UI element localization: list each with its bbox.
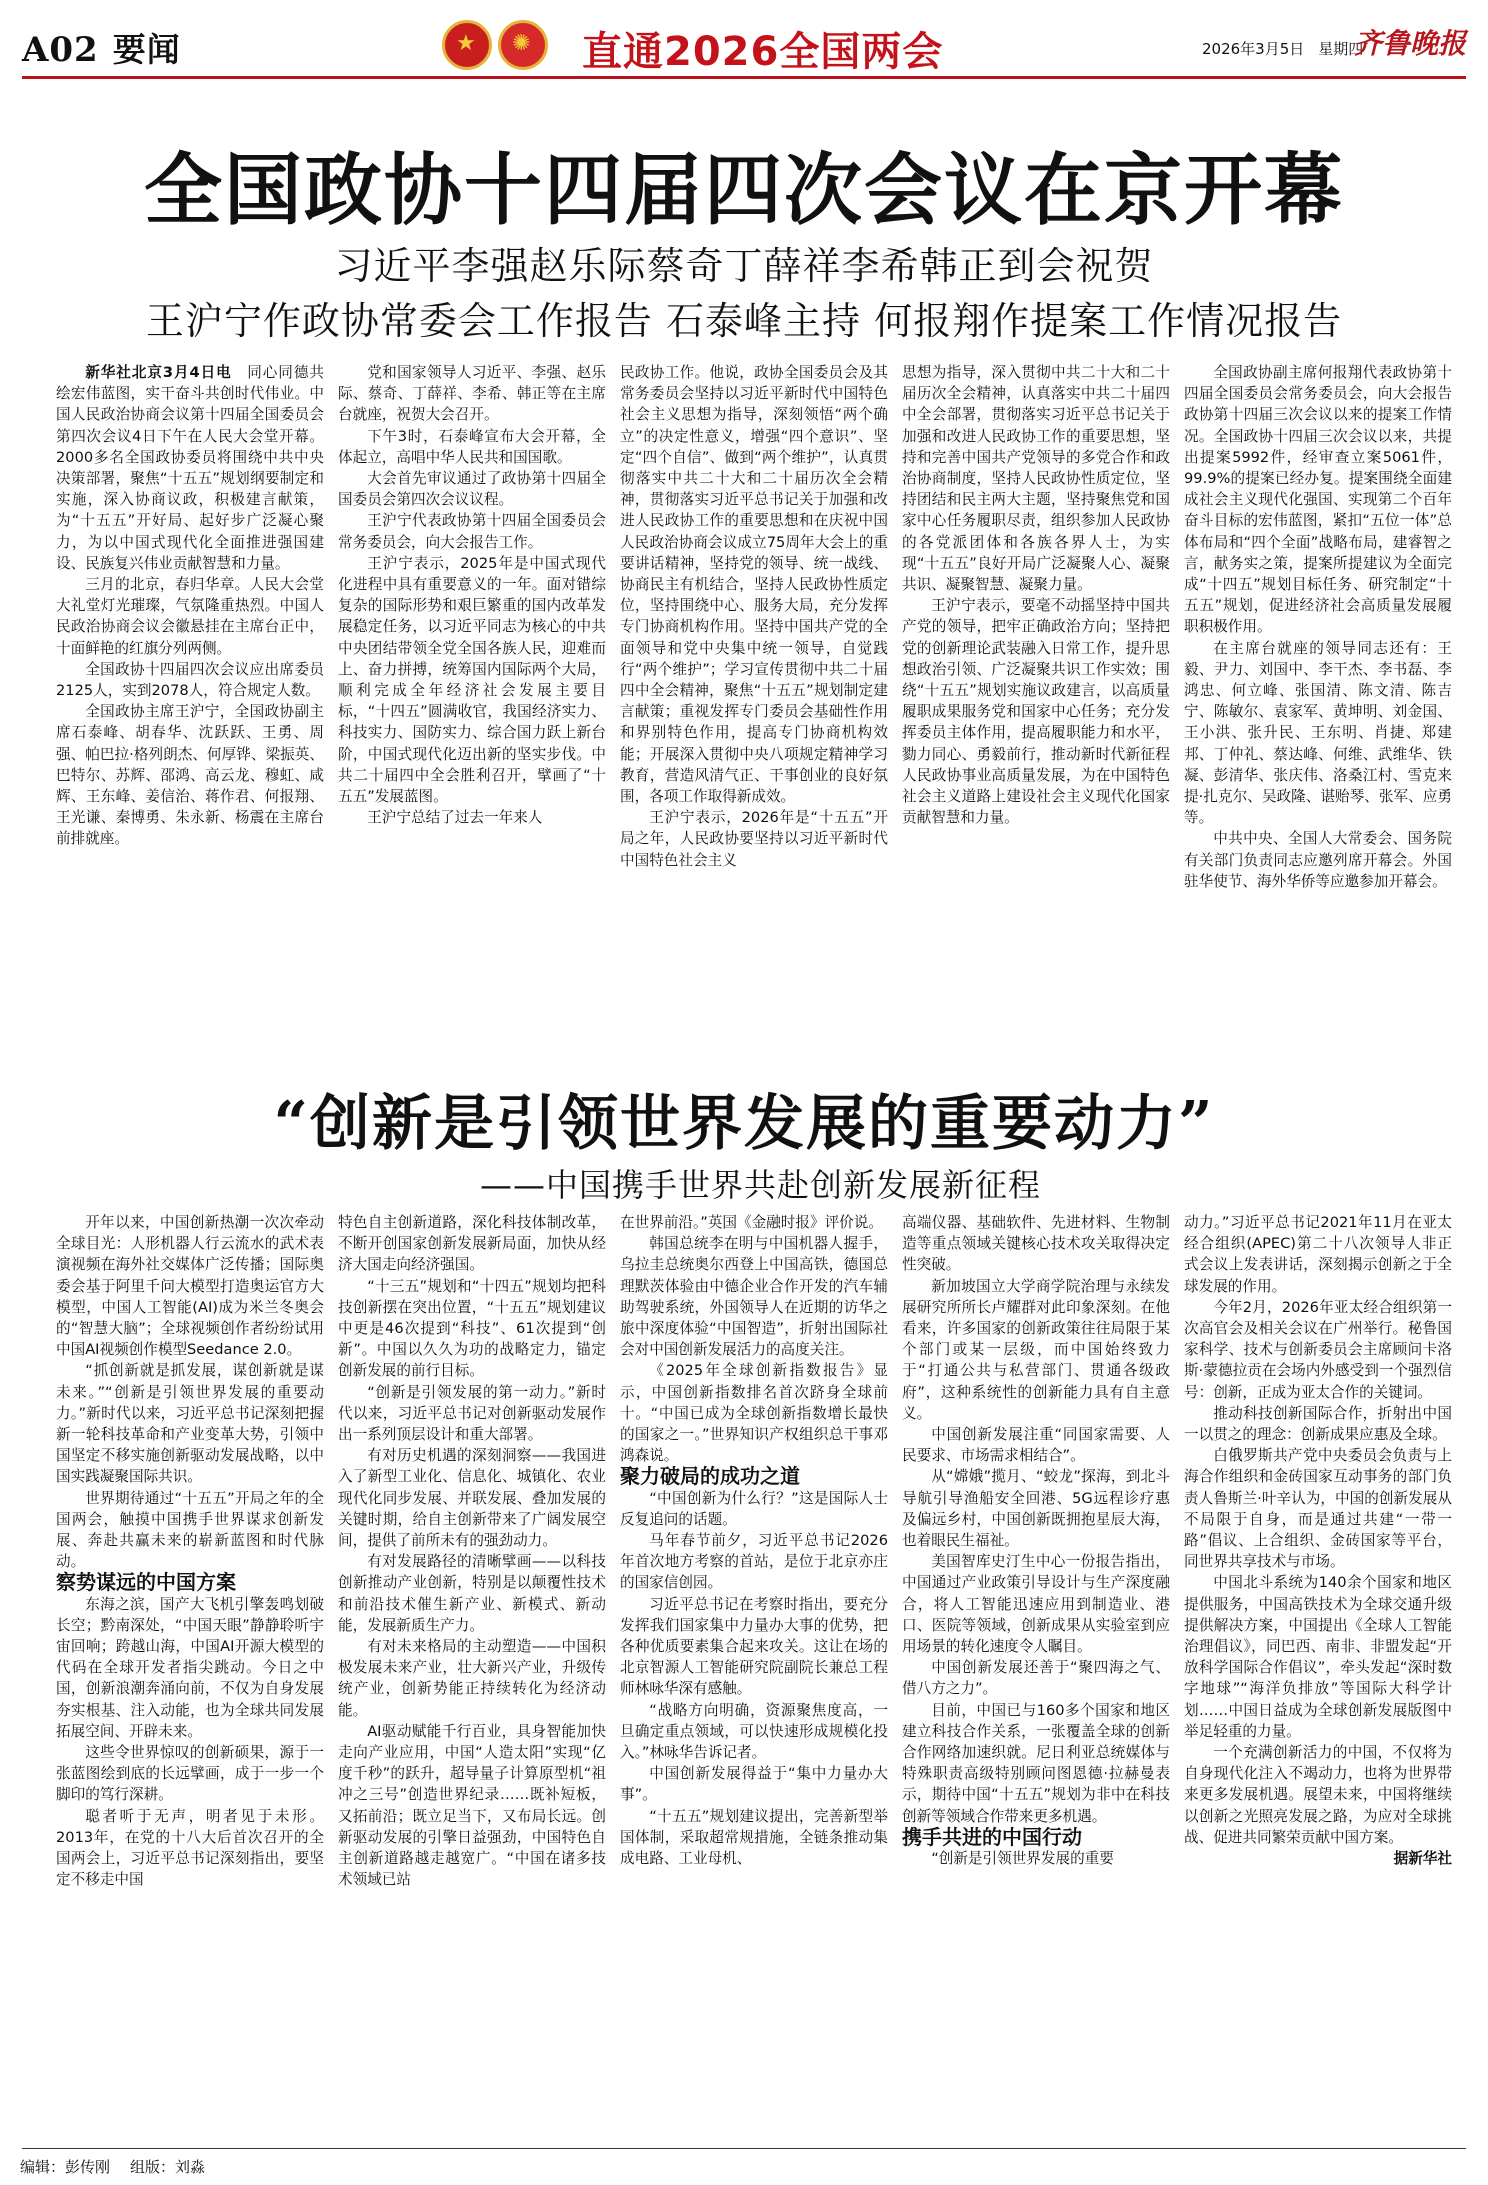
- lead-paragraph: 全国政协主席王沪宁，全国政协副主席石泰峰、胡春华、沈跃跃、王勇、周强、帕巴拉·格列朗杰、何厚铧、梁振英、巴特尔、苏辉、邵鸿、高云龙、穆虹、咸辉、王东峰、姜信治、蒋作君、何报翔、王光谦、秦博勇、朱永新、杨震在主席台前排就座。: [56, 703, 324, 848]
- feature-paragraph: 有对发展路径的清晰擘画——以科技创新推动产业创新，特别是以颠覆性技术和前沿技术催生新产业、新模式、新动能，发展新质生产力。: [338, 1553, 606, 1634]
- feature-paragraph: 高端仪器、基础软件、先进材料、生物制造等重点领域关键核心技术攻关取得决定性突破。: [902, 1214, 1170, 1274]
- feature-paragraph: 世界期待通过“十五五”开局之年的全国两会，触摸中国携手世界谋求创新发展、奔赴共赢未来的崭新蓝图和时代脉动。: [56, 1489, 324, 1571]
- feature-paragraph: 一个充满创新活力的中国，不仅将为自身现代化注入不竭动力，也将为世界带来更多发展机遇。展望未来，中国将继续以创新之光照亮发展之路，为应对全球挑战、促进共同繁荣贡献中国方案。: [1184, 1744, 1452, 1846]
- feature-paragraph: 美国智库史汀生中心一份报告指出，中国通过产业政策引导设计与生产深度融合，将人工智能迅速应用到制造业、港口、医院等领域，创新成果从实验室到应用场景的转化速度令人瞩目。: [902, 1553, 1170, 1656]
- lead-paragraph: 党和国家领导人习近平、李强、赵乐际、蔡奇、丁薛祥、李希、韩正等在主席台就座，祝贺大会召开。: [338, 364, 606, 424]
- lead-headline: 全国政协十四届四次会议在京开幕: [143, 145, 1344, 236]
- lead-paragraph: 思想为指导，深入贯彻中共二十大和二十届历次全会精神，认真落实中共二十届四中全会部署，贯彻落实习近平总书记关于加强和改进人民政协工作的重要思想，坚持和完善中国共产党领导的多党合作和政治协商制度，坚持人民政协性质定位，坚持团结和民主两大主题，坚持聚焦党和国家中心任务履职尽责，组织参加人民政协的各党派团体和各族各界人士，为实现“十五五”良好开局广泛凝聚人心、凝聚共识、凝聚智慧、凝聚力量。: [902, 364, 1170, 594]
- feature-paragraph: 中国北斗系统为140余个国家和地区提供服务，中国高铁技术为全球交通升级提供解决方案，中国提出《全球人工智能治理倡议》，同巴西、南非、非盟发起“开放科学国际合作倡议”，牵头发起“深时数字地球”“海洋负排放”等国际大科学计划……中国日益成为全球创新发展版图中举足轻重的力量。: [1184, 1574, 1452, 1740]
- lead-paragraph: 下午3时，石泰峰宣布大会开幕，全体起立，高唱中华人民共和国国歌。: [338, 427, 606, 466]
- feature-paragraph: 中国创新发展注重“同国家需要、人民要求、市场需求相结合”。: [902, 1426, 1170, 1465]
- feature-paragraph: 从“嫦娥”揽月、“蛟龙”探海，到北斗导航引导渔船安全回港、5G远程诊疗惠及偏远乡村，中国创新既拥抱星辰大海，也着眼民生福祉。: [902, 1468, 1170, 1550]
- lead-paragraph: 王沪宁总结了过去一年来人: [367, 809, 543, 827]
- feature-subhead-1: 察势谋远的中国方案: [56, 1570, 236, 1595]
- feature-paragraph: 今年2月，2026年亚太经合组织第一次高官会及相关会议在广州举行。秘鲁国家科学、技术与创新委员会主席顾问卡洛斯·蒙德拉贡在会场内外感受到一个强烈信号：创新，正成为亚太合作的关键词。: [1184, 1298, 1452, 1401]
- feature-paragraph: 《2025年全球创新指数报告》显示，中国创新指数排名首次跻身全球前十。“中国已成为全球创新指数增长最快的国家之一。”世界知识产权组织总干事邓鸿森说。: [620, 1362, 888, 1465]
- feature-paragraph: 有对历史机遇的深刻洞察——我国进入了新型工业化、信息化、城镇化、农业现代化同步发展、并联发展、叠加发展的关键时期，给自主创新带来了广阔发展空间，提供了前所未有的强劲动力。: [338, 1447, 606, 1550]
- lead-col-4: [902, 362, 1170, 1052]
- feature-paragraph: 马年春节前夕，习近平总书记2026年首次地方考察的首站，是位于北京亦庄的国家信创园。: [620, 1532, 888, 1592]
- cppcc-emblem-icon: [498, 20, 548, 70]
- footer-divider: [22, 2148, 1466, 2149]
- feature-col-1: [56, 1212, 324, 2142]
- feature-paragraph: “创新是引领世界发展的重要: [931, 1850, 1114, 1868]
- byline-source: 据新华社: [1393, 1850, 1452, 1868]
- lead-paragraph: 在主席台就座的领导同志还有：王毅、尹力、刘国中、李干杰、李书磊、李鸿忠、何立峰、张国清、陈文清、陈吉宁、陈敏尔、袁家军、黄坤明、刘金国、王小洪、张升民、王东明、肖捷、郑建邦、丁仲礼、蔡达峰、何维、武维华、铁凝、彭清华、张庆伟、洛桑江村、雪克来提·扎克尔、吴政隆、谌贻琴、张军、应勇等。: [1184, 639, 1452, 827]
- lead-paragraph: 王沪宁代表政协第十四届全国委员会常务委员会，向大会报告工作。: [338, 512, 606, 551]
- lead-paragraph: 中共中央、全国人大常委会、国务院有关部门负责同志应邀列席开幕会。外国驻华使节、海外华侨等应邀参加开幕会。: [1184, 830, 1452, 890]
- feature-paragraph: 特色自主创新道路，深化科技体制改革，不断开创国家创新发展新局面，加快从经济大国走向经济强国。: [338, 1214, 606, 1274]
- feature-paragraph: 推动科技创新国际合作，折射出中国一以贯之的理念：创新成果应惠及全球。: [1184, 1404, 1452, 1444]
- feature-article: [56, 1212, 1452, 2142]
- feature-paragraph: 聪者听于无声，明者见于未形。2013年，在党的十八大后首次召开的全国两会上，习近平总书记深刻指出，要坚定不移走中国: [56, 1807, 324, 1889]
- page-number: A02: [22, 30, 99, 70]
- issue-date: [1202, 38, 1377, 59]
- feature-paragraph: “战略方向明确，资源聚焦度高，一旦确定重点领域，可以快速形成规模化投入。”林咏华告诉记者。: [620, 1701, 888, 1762]
- lead-subhead-1: 习近平李强赵乐际蔡奇丁薛祥李希韩正到会祝贺: [334, 244, 1154, 288]
- feature-paragraph: “十三五”规划和“十四五”规划均把科技创新摆在突出位置，“十五五”规划建议中更是46次提到“科技”、61次提到“创新”。中国以久久为功的战略定力，锚定创新发展的前行目标。: [338, 1277, 606, 1380]
- lead-article: [56, 362, 1452, 1052]
- lead-col-1: [56, 362, 324, 1052]
- dateline: 新华社北京3月4日电: [85, 364, 232, 381]
- feature-paragraph: 这些令世界惊叹的创新硕果，源于一张蓝图绘到底的长远擘画，成于一步一个脚印的笃行深耕。: [56, 1744, 324, 1804]
- layout-credit: 组版：刘淼: [130, 2158, 206, 2176]
- lead-paragraph: 王沪宁表示，2025年是中国式现代化进程中具有重要意义的一年。面对错综复杂的国际形势和艰巨繁重的国内改革发展稳定任务，以习近平同志为核心的中共中央团结带领全党全国各族人民，迎难而上、奋力拼搏，统筹国内国际两个大局，顺利完成全年经济社会发展主要目标，“十四五”圆满收官，我国经济实力、科技实力、国防实力、综合国力跃上新台阶，中国式现代化迈出新的坚实步伐。中共二十届四中全会胜利召开，擘画了“十五五”发展蓝图。: [338, 554, 606, 806]
- feature-paragraph: “十五五”规划建议提出，完善新型举国体制，采取超常规措施，全链条推动集成电路、工业母机、: [620, 1807, 888, 1868]
- page-footer: [20, 2156, 225, 2177]
- lead-paragraph: 全国政协副主席何报翔代表政协第十四届全国委员会常务委员会，向大会报告政协第十四届三次会议以来的提案工作情况。全国政协十四届三次会议以来，共提出提案5992件，经审查立案5061件，99.9%的提案已经办复。提案围绕全面建成社会主义现代化强国、实现第二个百年奋斗目标的宏伟蓝图，紧扣“五位一体”总体布局和“四个全面”战略布局，建睿智之言，献务实之策，提案所提建议为全面完成“十四五”规划目标任务、研究制定“十五五”规划，促进经济社会高质量发展履职积极作用。: [1184, 364, 1452, 636]
- feature-paragraph: 东海之滨，国产大飞机引擎轰鸣划破长空；黔南深处，“中国天眼”静静聆听宇宙回响；跨越山海，中国AI开源大模型的代码在全球开发者指尖跳动。今日之中国，创新浪潮奔涌向前，不仅为自身发展夯实根基、注入动能，也为全球共同发展拓展空间、开辟未来。: [56, 1595, 324, 1740]
- lead-paragraph: 民政协工作。他说，政协全国委员会及其常务委员会坚持以习近平新时代中国特色社会主义思想为指导，深刻领悟“两个确立”的决定性意义，增强“四个意识”、坚定“四个自信”、做到“两个维护”，认真贯彻落实中共二十大和二十届历次全会精神，贯彻落实习近平总书记关于加强和改进人民政协工作的重要思想和在庆祝中国人民政治协商会议成立75周年大会上的重要讲话精神，坚持党的领导、统一战线、协商民主有机结合，坚持人民政协性质定位，坚持围绕中心、服务大局，充分发挥专门协商机构作用。坚持中国共产党的全面领导和党中央集中统一领导，自觉践行“两个维护”；学习宣传贯彻中共二十届四中全会精神，聚焦“十五五”规划制定建言献策；重视发挥专门委员会基础性作用和界别特色作用，提高专门协商机构效能；开展深入贯彻中央八项规定精神学习教育，营造风清气正、干事创业的良好氛围，各项工作取得新成效。: [620, 364, 888, 806]
- feature-paragraph: “创新是引领发展的第一动力。”新时代以来，习近平总书记对创新驱动发展作出一系列顶层设计和重大部署。: [338, 1383, 606, 1444]
- feature-paragraph: 韩国总统李在明与中国机器人握手，乌拉圭总统奥尔西登上中国高铁，德国总理默茨体验由中德企业合作开发的汽车辅助驾驶系统，外国领导人在近期的访华之旅中深度体验“中国智造”，折射出国际社会对中国创新发展活力的高度关注。: [620, 1235, 888, 1359]
- feature-paragraph: 中国创新发展得益于“集中力量办大事”。: [620, 1765, 888, 1804]
- feature-col-3: [620, 1212, 888, 2142]
- feature-paragraph: 习近平总书记在考察时指出，要充分发挥我们国家集中力量办大事的优势，把各种优质要素集合起来攻关。这让在场的北京智源人工智能研究院副院长兼总工程师林咏华深有感触。: [620, 1595, 888, 1698]
- feature-subhead-3: 携手共进的中国行动: [902, 1824, 1082, 1849]
- feature-paragraph: 新加坡国立大学商学院治理与永续发展研究所所长卢耀群对此印象深刻。在他看来，许多国家的创新政策往往局限于某个部门或某一层级，而中国始终致力于“打通公共与私营部门、贯通各级政府”，这种系统性的创新能力具有自主意义。: [902, 1277, 1170, 1422]
- lead-paragraph: 全国政协十四届四次会议应出席委员2125人，实到2078人，符合规定人数。: [56, 660, 324, 700]
- feature-paragraph: 动力。”习近平总书记2021年11月在亚太经合组织(APEC)第二十八次领导人非正式会议上发表讲话，深刻揭示创新之于全球发展的作用。: [1184, 1214, 1452, 1295]
- feature-paragraph: 中国创新发展还善于“聚四海之气、借八方之力”。: [902, 1659, 1170, 1698]
- feature-paragraph: 有对未来格局的主动塑造——中国积极发展未来产业，壮大新兴产业，升级传统产业，创新势能正持续转化为经济动能。: [338, 1638, 606, 1719]
- feature-paragraph: AI驱动赋能千行百业，具身智能加快走向产业应用，中国“人造太阳”实现“亿度千秒”的跃升，超导量子计算原型机“祖冲之三号”创造世界纪录……既补短板，又拓前沿；既立足当下，又布局长远。创新驱动发展的引擎日益强劲，中国特色自主创新道路越走越宽广。“中国在诸多技术领域已站: [338, 1722, 606, 1889]
- lead-text: 同心同德共绘宏伟蓝图，实干奋斗共创时代伟业。中国人民政治协商会议第十四届全国委员会第四次会议4日下午在人民大会堂开幕。2000多名全国政协委员将围绕中共中央决策部署，聚焦“十五五”规划纲要制定和实施，深入协商议政，积极建言献策，为“十五五”开好局、起好步广泛凝心聚力，为以中国式现代化全面推进强国建设、民族复兴伟业贡献智慧和力量。: [56, 364, 324, 572]
- weekday: 星期四: [1318, 40, 1364, 58]
- feature-paragraph: 白俄罗斯共产党中央委员会负责与上海合作组织和金砖国家互动事务的部门负责人鲁斯兰·叶辛认为，中国的创新发展从不局限于自身，而是通过共建“一带一路”倡议、上合组织、金砖国家等平台，同世界共享技术与市场。: [1184, 1447, 1452, 1571]
- paper-logo: 齐鲁晚报: [1353, 27, 1466, 60]
- lead-paragraph: 三月的北京，春归华章。人民大会堂大礼堂灯光璀璨，气氛隆重热烈。中国人民政治协商会议会徽悬挂在主席台正中，十面鲜艳的红旗分列两侧。: [56, 576, 324, 657]
- feature-col-5: [1184, 1212, 1452, 2142]
- emblems: [442, 20, 554, 74]
- feature-paragraph: 目前，中国已与160多个国家和地区建立科技合作关系，一张覆盖全球的创新合作网络加速织就。尼日利亚总统媒体与特殊职责高级特别顾问图恩德·拉赫曼表示，期待中国“十五五”规划为非中在科技创新等领域合作带来更多机遇。: [902, 1701, 1170, 1825]
- lead-paragraph: 王沪宁表示，要毫不动摇坚持中国共产党的领导，把牢正确政治方向；坚持把党的创新理论武装融入日常工作，提升思想政治引领、广泛凝聚共识工作实效；围绕“十五五”规划实施议政建言，以高质量履职成果服务党和国家中心任务；充分发挥委员主体作用，提高履职能力和水平，勠力同心、勇毅前行，推动新时代新征程人民政协事业高质量发展，为在中国特色社会主义道路上建设社会主义现代化国家贡献智慧和力量。: [902, 597, 1170, 827]
- date: 2026年3月5日: [1202, 40, 1305, 58]
- national-emblem-icon: [442, 20, 492, 70]
- feature-headline: “创新是引领世界发展的重要动力”: [273, 1089, 1215, 1159]
- feature-paragraph: 在世界前沿。”英国《金融时报》评价说。: [620, 1214, 883, 1231]
- banner-title: 直通2026全国两会: [582, 29, 944, 75]
- lead-paragraph: 大会首先审议通过了政协第十四届全国委员会第四次会议议程。: [338, 470, 606, 509]
- editor-credit: 编辑：彭传刚: [20, 2158, 111, 2176]
- feature-subhead-2: 聚力破局的成功之道: [620, 1464, 800, 1489]
- masthead-divider: [22, 76, 1466, 79]
- feature-paragraph: “抓创新就是抓发展，谋创新就是谋未来。”“创新是引领世界发展的重要动力。”新时代以来，习近平总书记深刻把握新一轮科技革命和产业变革大势，引领中国坚定不移实施创新驱动发展战略，以中国实践凝聚国际共识。: [56, 1362, 324, 1486]
- lead-paragraph: 王沪宁表示，2026年是“十五五”开局之年，人民政协要坚持以习近平新时代中国特色社会主义: [620, 809, 888, 869]
- lead-col-5: [1184, 362, 1452, 1052]
- masthead: [22, 14, 1466, 74]
- feature-subtitle: ——中国携手世界共赴创新发展新征程: [480, 1166, 1042, 1204]
- feature-paragraph: “中国创新为什么行？”这是国际人士反复追问的话题。: [620, 1489, 888, 1528]
- lead-col-3: [620, 362, 888, 1052]
- page-code: [22, 24, 181, 71]
- lead-subhead-2: 王沪宁作政协常委会工作报告 石泰峰主持 何报翔作提案工作情况报告: [145, 299, 1343, 343]
- section-name: 要闻: [112, 30, 181, 69]
- lead-paragraph: [56, 362, 324, 574]
- feature-paragraph: 开年以来，中国创新热潮一次次牵动全球目光：人形机器人行云流水的武术表演视频在海外社交媒体广泛传播；国际奥委会基于阿里千问大模型打造奥运官方大模型，中国人工智能(AI)成为米兰冬奥会的“智慧大脑”；全球视频创作者纷纷试用中国AI视频创作模型Seedance 2.0。: [56, 1214, 324, 1359]
- feature-col-4: [902, 1212, 1170, 2142]
- feature-col-2: [338, 1212, 606, 2142]
- lead-col-2: [338, 362, 606, 1052]
